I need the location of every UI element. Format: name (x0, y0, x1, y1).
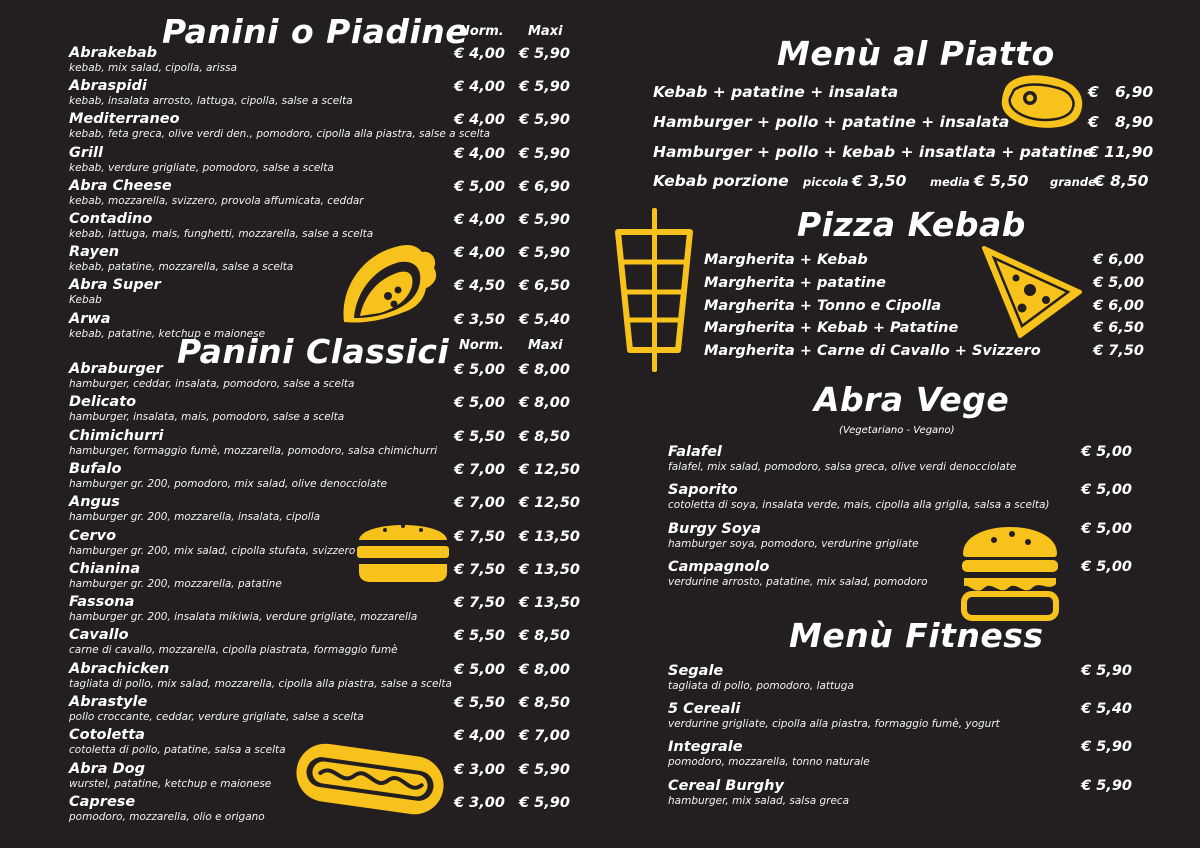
porzione-grande-price: € 8,50 (1094, 172, 1149, 190)
item-description: hamburger gr. 200, insalata mikiwia, verdure grigliate, mozzarella (69, 611, 418, 624)
item-name: Margherita + Tonno e Cipolla (704, 297, 942, 314)
item-price-norm: € 4,00 (454, 46, 505, 62)
list-item (69, 493, 589, 525)
item-name: Fassona (69, 594, 135, 611)
item-name: Margherita + patatine (704, 274, 886, 291)
list-item (69, 77, 589, 109)
item-description: wurstel, patatine, ketchup e maionese (69, 777, 272, 790)
item-description: verdurine grigliate, cipolla alla piastra, formaggio fumè, yogurt (668, 718, 1000, 731)
item-price: € 6,50 (1093, 320, 1144, 337)
item-price-norm: € 7,00 (454, 461, 505, 478)
panini-piadine-col-maxi: Maxi (528, 24, 563, 39)
item-name: Saporito (668, 482, 738, 499)
item-name: Chimichurri (69, 427, 164, 444)
item-price-norm: € 7,50 (454, 595, 505, 612)
item-price-maxi: € 8,00 (519, 362, 570, 378)
item-price-maxi: € 7,00 (519, 728, 570, 745)
list-item (668, 520, 1132, 554)
item-name: Grill (69, 144, 103, 161)
piatto-item-price: € 11,90 (1088, 143, 1154, 161)
item-name: Delicato (69, 394, 137, 411)
item-price: € 5,40 (1081, 701, 1132, 718)
list-item (704, 341, 1144, 363)
kebab-porzione-name: Kebab porzione (653, 172, 789, 190)
item-description: kebab, patatine, ketchup e maionese (69, 327, 266, 340)
list-item (69, 360, 589, 392)
doner-kebab-icon (612, 208, 696, 378)
panini-classici-title: Panini Classici (177, 332, 450, 371)
list-item (668, 777, 1132, 811)
hotdog-icon (290, 734, 450, 824)
item-price: € 6,00 (1093, 297, 1144, 314)
list-item (668, 662, 1132, 696)
item-description: tagliata di pollo, mix salad, mozzarella, cipolla alla piastra, salse a scelta (69, 677, 452, 690)
item-name: Abra Cheese (69, 177, 172, 194)
piatto-item-name: Hamburger + pollo + kebab + insatlata + patatine (653, 143, 1094, 161)
list-item (668, 443, 1132, 477)
item-name: Margherita + Carne di Cavallo + Svizzero (704, 343, 1041, 360)
item-name: Abrakebab (69, 45, 158, 61)
item-name: Cotoletta (69, 727, 145, 744)
item-price-norm: € 5,00 (454, 362, 505, 378)
item-name: Falafel (668, 444, 722, 460)
item-price-maxi: € 5,90 (519, 79, 570, 96)
item-price-maxi: € 12,50 (519, 461, 581, 478)
list-item (69, 626, 589, 658)
piatto-item-name: Hamburger + pollo + patatine + insalata (653, 113, 1010, 131)
item-price-maxi: € 13,50 (519, 561, 581, 578)
item-price-maxi: € 5,40 (519, 311, 570, 328)
item-name: Angus (69, 494, 120, 511)
piatto-item-price: € 6,90 (1088, 83, 1154, 101)
item-price: € 5,00 (1081, 558, 1132, 575)
item-price-maxi: € 8,00 (519, 661, 570, 678)
list-item (69, 693, 589, 725)
pizza-kebab-title: Pizza Kebab (797, 205, 1026, 244)
item-description: pomodoro, mozzarella, olio e origano (69, 810, 265, 823)
menu-piatto-title: Menù al Piatto (777, 34, 1055, 73)
item-price-norm: € 3,50 (454, 311, 505, 328)
panini-piadine-title: Panini o Piadine (162, 12, 469, 51)
item-name: Campagnolo (668, 558, 770, 575)
item-price-norm: € 3,00 (454, 794, 505, 811)
item-name: Integrale (668, 739, 743, 756)
item-price-norm: € 4,00 (454, 112, 505, 129)
item-description: kebab, patatine, mozzarella, salse a scelta (69, 261, 294, 274)
double-burger-icon (960, 518, 1060, 622)
item-price-maxi: € 5,90 (519, 46, 570, 62)
item-price: € 5,00 (1093, 274, 1144, 291)
item-description: kebab, feta greca, olive verdi den., pomodoro, cipolla alla piastra, salse a scelta (69, 128, 491, 141)
list-item (69, 527, 589, 559)
panini-classici-col-norm: Norm. (459, 338, 504, 353)
item-description: hamburger gr. 200, pomodoro, mix salad, olive denocciolate (69, 477, 387, 490)
item-description: hamburger soya, pomodoro, verdurine grigliate (668, 537, 919, 550)
item-name: Margherita + Kebab + Patatine (704, 320, 959, 337)
item-price-maxi: € 8,50 (519, 695, 570, 711)
item-name: 5 Cereali (668, 701, 741, 718)
item-price-norm: € 7,50 (454, 561, 505, 578)
item-price-maxi: € 13,50 (519, 595, 581, 612)
item-price-maxi: € 8,50 (519, 428, 570, 445)
abra-vege-subtitle: (Vegetariano - Vegano) (839, 425, 955, 436)
porzione-grande-label: grande (1050, 175, 1096, 189)
item-name: Cereal Burghy (668, 777, 784, 794)
menu-fitness-title: Menù Fitness (789, 616, 1044, 655)
item-price-norm: € 5,00 (454, 395, 505, 412)
item-description: hamburger, ceddar, insalata, pomodoro, salse a scelta (69, 378, 355, 390)
item-name: Bufalo (69, 460, 122, 477)
item-description: kebab, mix salad, cipolla, arissa (69, 62, 238, 74)
pizza-slice-icon (980, 242, 1084, 340)
item-price: € 5,90 (1081, 739, 1132, 756)
item-description: cotoletta di soya, insalata verde, mais, cipolla alla griglia, salsa a scelta) (668, 499, 1050, 512)
item-price-maxi: € 13,50 (519, 528, 581, 545)
item-description: kebab, insalata arrosto, lattuga, cipolla, salse a scelta (69, 95, 353, 108)
piatto-item-price: € 8,90 (1088, 113, 1154, 131)
item-name: Abra Super (69, 277, 161, 294)
item-description: hamburger gr. 200, mozzarella, insalata, cipolla (69, 511, 321, 524)
item-description: falafel, mix salad, pomodoro, salsa greca, olive verdi denocciolate (668, 461, 1017, 473)
item-description: verdurine arrosto, patatine, mix salad, pomodoro (668, 575, 928, 588)
item-name: Abraspidi (69, 78, 147, 95)
porzione-piccola-price: € 3,50 (852, 172, 907, 190)
item-price: € 5,90 (1081, 663, 1132, 679)
item-price-norm: € 7,50 (454, 528, 505, 545)
item-name: Abrachicken (69, 660, 170, 677)
taco-icon (334, 238, 442, 330)
list-item (69, 660, 589, 692)
list-item (668, 481, 1132, 515)
item-price-maxi: € 5,90 (519, 761, 570, 778)
item-name: Cavallo (69, 627, 129, 644)
list-item (69, 44, 589, 76)
porzione-piccola-label: piccola (803, 175, 849, 189)
item-name: Arwa (69, 310, 111, 327)
list-item (69, 593, 589, 625)
item-name: Contadino (69, 211, 153, 227)
item-description: kebab, lattuga, mais, funghetti, mozzarella, salse a scelta (69, 228, 374, 240)
item-description: pollo croccante, ceddar, verdure grigliate, salse a scelta (69, 711, 364, 723)
item-price-norm: € 4,00 (454, 145, 505, 162)
item-price-maxi: € 8,50 (519, 628, 570, 645)
item-price-maxi: € 5,90 (519, 212, 570, 228)
item-name: Caprese (69, 793, 136, 810)
item-name: Abra Dog (69, 760, 145, 777)
abra-vege-title: Abra Vege (814, 380, 1010, 419)
list-item (69, 560, 589, 592)
item-description: hamburger, formaggio fumè, mozzarella, pomodoro, salsa chimichurri (69, 444, 438, 457)
item-price-norm: € 5,00 (454, 661, 505, 678)
panini-piadine-col-norm: Norm. (459, 24, 504, 39)
item-price-norm: € 4,00 (454, 212, 505, 228)
item-name: Abraburger (69, 361, 163, 377)
item-description: kebab, mozzarella, svizzero, provola affumicata, ceddar (69, 194, 364, 207)
item-price-norm: € 4,50 (454, 278, 505, 295)
item-price: € 5,00 (1081, 520, 1132, 537)
list-item (69, 210, 589, 242)
item-name: Abrastyle (69, 694, 148, 710)
item-price-norm: € 5,50 (454, 428, 505, 445)
item-price: € 5,90 (1081, 777, 1132, 794)
item-description: hamburger gr. 200, mozzarella, patatine (69, 577, 282, 590)
item-price-norm: € 5,50 (454, 695, 505, 711)
item-price-norm: € 7,00 (454, 495, 505, 512)
item-name: Segale (668, 663, 724, 679)
list-item (668, 558, 1132, 592)
item-price-maxi: € 5,90 (519, 245, 570, 262)
item-price-maxi: € 5,90 (519, 112, 570, 129)
panini-classici-col-maxi: Maxi (528, 338, 563, 353)
item-description: kebab, verdure grigliate, pomodoro, salse a scelta (69, 161, 334, 174)
item-name: Mediterraneo (69, 111, 180, 128)
item-description: carne di cavallo, mozzarella, cipolla piastrata, formaggio fumè (69, 644, 398, 657)
item-price-maxi: € 6,90 (519, 178, 570, 195)
item-price-maxi: € 8,00 (519, 395, 570, 412)
item-price-norm: € 5,50 (454, 628, 505, 645)
item-name: Burgy Soya (668, 520, 762, 537)
list-item (69, 110, 589, 142)
item-name: Rayen (69, 244, 120, 261)
item-price-norm: € 3,00 (454, 761, 505, 778)
list-item (69, 276, 589, 308)
item-name: Chianina (69, 560, 141, 577)
porzione-media-price: € 5,50 (974, 172, 1029, 190)
burger-icon (355, 514, 451, 584)
item-price-maxi: € 6,50 (519, 278, 570, 295)
item-price: € 5,00 (1081, 444, 1132, 460)
item-name: Margherita + Kebab (704, 252, 868, 268)
item-description: hamburger gr. 200, mix salad, cipolla stufata, svizzero (69, 544, 356, 557)
item-price-norm: € 5,00 (454, 178, 505, 195)
item-description: pomodoro, mozzarella, tonno naturale (668, 756, 870, 769)
list-item (69, 460, 589, 492)
item-price: € 7,50 (1093, 343, 1144, 360)
list-item (69, 427, 589, 459)
item-price-maxi: € 5,90 (519, 145, 570, 162)
steak-icon (1000, 72, 1086, 130)
item-description: hamburger, mix salad, salsa greca (668, 794, 850, 807)
list-item (69, 144, 589, 176)
list-item (668, 738, 1132, 772)
porzione-media-label: media (930, 175, 970, 189)
piatto-item-name: Kebab + patatine + insalata (653, 83, 899, 101)
item-description: tagliata di pollo, pomodoro, lattuga (668, 680, 854, 692)
item-price-maxi: € 12,50 (519, 495, 581, 512)
list-item (69, 243, 589, 275)
item-price-maxi: € 5,90 (519, 794, 570, 811)
item-description: Kebab (69, 294, 102, 307)
item-price-norm: € 4,00 (454, 245, 505, 262)
item-price: € 6,00 (1093, 252, 1144, 268)
item-description: cotoletta di pollo, patatine, salsa a scelta (69, 744, 286, 757)
item-price: € 5,00 (1081, 482, 1132, 499)
item-price-norm: € 4,00 (454, 728, 505, 745)
list-item (69, 177, 589, 209)
item-description: hamburger, insalata, mais, pomodoro, salse a scelta (69, 411, 345, 424)
item-price-norm: € 4,00 (454, 79, 505, 96)
list-item (69, 393, 589, 425)
list-item (668, 700, 1132, 734)
item-name: Cervo (69, 527, 117, 544)
